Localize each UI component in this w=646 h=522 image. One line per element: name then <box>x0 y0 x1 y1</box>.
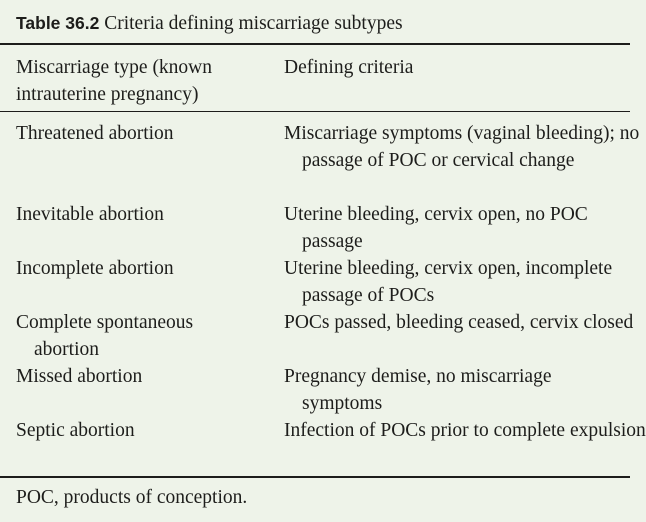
table-footnote: POC, products of conception. <box>16 487 248 508</box>
table-caption <box>16 10 403 37</box>
criteria-cell: Miscarriage symptoms (vaginal bleeding); no passage of POC or cervical change <box>284 123 640 171</box>
header-rule <box>0 111 630 112</box>
criteria-cell: Uterine bleeding, cervix open, incomplete passage of POCs <box>284 258 613 306</box>
criteria-cell: Pregnancy demise, no miscarriage symptoms <box>284 366 552 414</box>
criteria-cell: Uterine bleeding, cervix open, no POC passage <box>284 204 588 252</box>
table-title: Criteria defining miscarriage subtypes <box>104 13 403 34</box>
header-defining-criteria: Defining criteria <box>284 57 414 78</box>
miscarriage-type-cell: Septic abortion <box>16 420 135 441</box>
miscarriage-type-cell: Threatened abortion <box>16 123 174 144</box>
miscarriage-type-cell: Inevitable abortion <box>16 204 164 225</box>
bottom-rule <box>0 476 630 478</box>
miscarriage-type-cell: Incomplete abortion <box>16 258 174 279</box>
table-number: Table 36.2 <box>16 13 100 33</box>
criteria-cell: POCs passed, bleeding ceased, cervix closed <box>284 312 634 333</box>
top-rule <box>0 43 630 45</box>
miscarriage-type-cell: Missed abortion <box>16 366 143 387</box>
header-miscarriage-type: Miscarriage type (known intrauterine pregnancy) <box>16 57 213 105</box>
miscarriage-type-cell: Complete spontaneous abortion <box>16 312 194 360</box>
criteria-cell: Infection of POCs prior to complete expulsion <box>284 420 646 441</box>
